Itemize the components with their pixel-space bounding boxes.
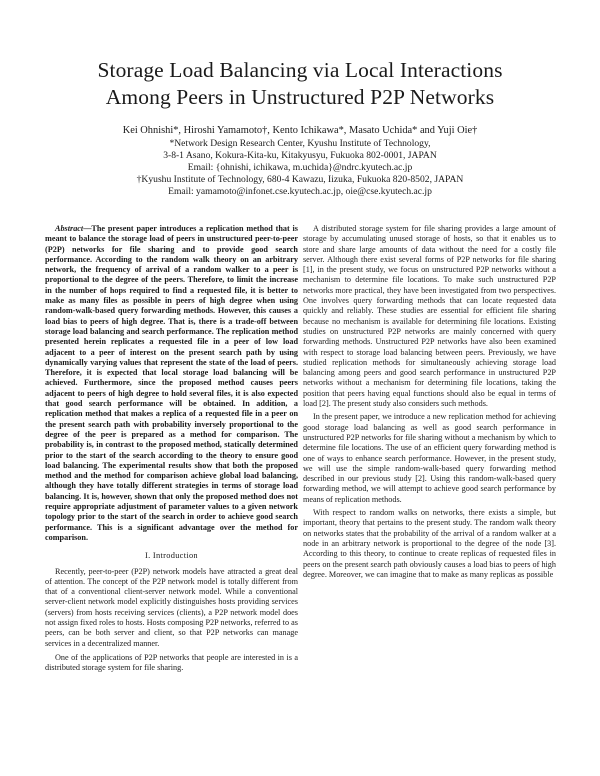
abstract <box>45 224 298 543</box>
right-column <box>303 224 556 583</box>
left-column <box>45 224 298 677</box>
affiliation-line-1: *Network Design Research Center, Kyushu Institute of Technology, <box>169 138 431 149</box>
right-paragraph-1: A distributed storage system for file sharing provides a large amount of storage by accumulating unused storage of hosts, so that it enables us to store and share large amounts of data without the need for a costly file server. Although there exist several forms of P2P networks for file sharing [1], in the present study, we focus on unstructured P2P networks without a mechanism to determine file locations. To make such unstructured P2P networks more practical, they have been investigated from two perspectives. One involves query forwarding methods that can locate requested data quickly and reliably. These studies are essential for efficient file sharing because no mechanism is available for determining file locations. Existing studies on unstructured P2P networks are mainly concerned with query forwarding methods. Unstructured P2P networks have also been examined with respect to storage load balancing between peers. Previously, we have studied replication methods for simultaneously achieving storage load balancing among peers and good search performance in unstructured P2P networks without a mechanism for determining file locations, taking the position that peers having equal functions should also be equal in terms of load [2]. The present study also considers such methods. <box>303 224 556 409</box>
section-heading-introduction: I. Introduction <box>145 551 198 561</box>
affiliation-line-3: †Kyushu Institute of Technology, 680-4 Kawazu, Iizuka, Fukuoka 820-8502, JAPAN <box>136 174 464 185</box>
author-names: Kei Ohnishi*, Hiroshi Yamamoto†, Kento Ichikawa*, Masato Uchida* and Yuji Oie† <box>122 125 478 136</box>
affiliation-email-2: Email: yamamoto@infonet.cse.kyutech.ac.jp, oie@cse.kyutech.ac.jp <box>168 186 432 197</box>
intro-paragraph-2: One of the applications of P2P networks that people are interested in is a distributed storage system for file sharing. <box>45 652 298 673</box>
right-paragraph-2: In the present paper, we introduce a new replication method for achieving good storage load balancing as well as good search performance in unstructured P2P networks for file sharing without a mechanism by which to determine file locations. The use of an efficient query forwarding method is one of ways to enhance search performance. However, in the present study, we will use the simple random-walk-based query forwarding method described in our previous study [2]. Using this random-walk-based query forwarding method, we will attempt to achieve good search performance by means of replication methods. <box>303 412 556 504</box>
affiliation-email-1: Email: {ohnishi, ichikawa, m.uchida}@ndrc.kyutech.ac.jp <box>187 162 413 173</box>
paper-title <box>40 57 560 111</box>
abstract-label: Abstract <box>55 224 84 233</box>
right-paragraph-3: With respect to random walks on networks, there exists a simple, but important, theory that pertains to the present study. The random walk theory on networks states that the probability of the arrival of a random walker at a node in an arbitrary network is proportional to the degree of the node [3]. According to this theory, to continue to create replicas of requested files in peers on the present search path obviously causes a load bias to peers of high degree. Moreover, we can imagine that to make as many replicas as possible <box>303 508 556 579</box>
title-line-2: Among Peers in Unstructured P2P Networks <box>105 85 495 109</box>
title-line-1: Storage Load Balancing via Local Interactions <box>97 58 503 82</box>
intro-paragraph-1: Recently, peer-to-peer (P2P) network models have attracted a great deal of attention. The concept of the P2P network model is totally different from that of a conventional client-server network model. While a conventional server-client network model explicitly distinguishes hosts providing services (servers) from hosts receiving services (clients), a P2P network model does not assign fixed roles to hosts. Hosts composing P2P networks, referred to as peers, can be both server and client, so that P2P networks can manage services in a decentralized manner. <box>45 566 298 648</box>
affiliation-line-2: 3-8-1 Asano, Kokura-Kita-ku, Kitakyusyu, Fukuoka 802-0001, JAPAN <box>163 150 437 161</box>
author-block <box>30 125 570 198</box>
abstract-text: —The present paper introduces a replication method that is meant to balance the storage load of peers in unstructured peer-to-peer (P2P) networks for file sharing and to provide good search performance. According to the random walk theory on an arbitrary network, the frequency of arrival of a random walker to a peer is proportional to the degree of the peers. Therefore, to limit the increase in the number of hops required to find a requested file, it is better to make as many files as possible in peers of high degree when using random-walk-based query forwarding methods. However, this causes a load bias to peers of high degree. That is, there is a trade-off between storage load balancing and search performance. The replication method presented herein replicates a requested file in a peer of low load adjacent to a peer of interest on the present search path by using dynamically varying values that represent the state of the load of peers. Therefore, it is expected that local storage load balancing will be achieved. Furthermore, since the proposed method causes peers adjacent to peers of high degree to hold several files, it is also expected that good search performance will be obtained. In addition, a replication method that makes a replica of a requested file in a peer on the present search path with probability inversely proportional to the degree of the peer is prepared as a method for comparison. The probability is, in contrast to the proposed method, statically determined prior to the start of the search according to the theory to ensure good load balancing. The experimental results show that both the proposed method and the method for comparison achieve global load balancing, although they have totally different strategies in terms of storage load balancing. It is, however, shown that only the proposed method does not require appropriate adjustment of parameter values to a given network topology prior to the start of the search in order to achieve good search performance. This is a significant advantage over the method for comparison. <box>45 224 298 542</box>
